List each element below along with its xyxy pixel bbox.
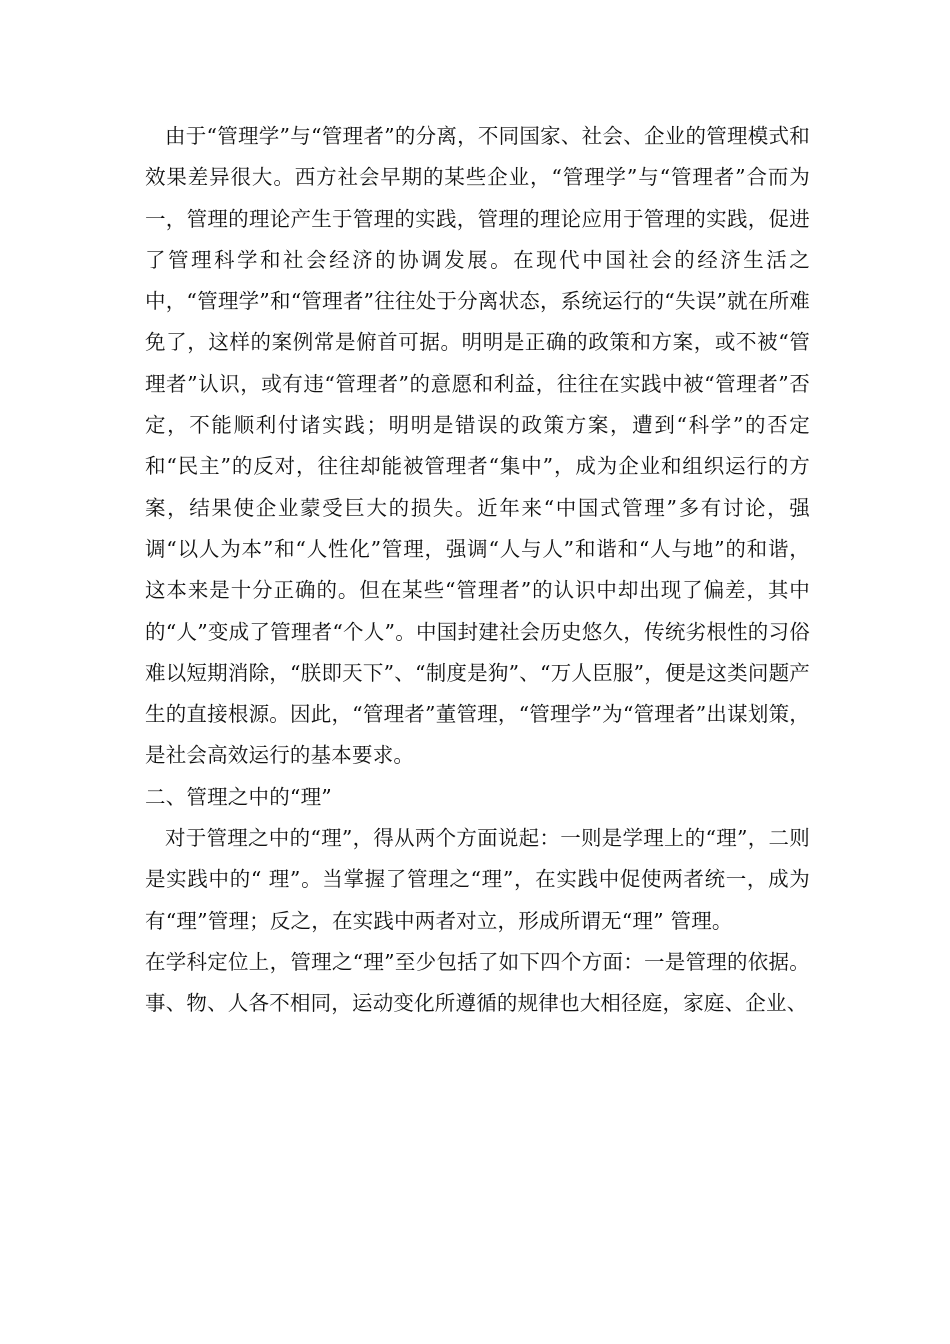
paragraph-two-aspects: 对于管理之中的“理”，得从两个方面说起：一则是学理上的“理”，二则是实践中的“ 理”。当掌握了管理之“理”，在实践中促使两者统一，成为有“理”管理；反之，在实践中两者对立，形成所谓无“理” 管理。 <box>145 826 810 933</box>
document-body <box>145 116 810 1025</box>
section-heading: 二、管理之中的“理” <box>145 784 332 809</box>
paragraph-discipline-positioning: 在学科定位上，管理之“理”至少包括了如下四个方面：一是管理的依据。事、物、人各不相同，运动变化所遵循的规律也大相径庭，家庭、企业、 <box>145 949 810 1016</box>
paragraph-management-separation: 由于“管理学”与“管理者”的分离，不同国家、社会、企业的管理模式和效果差异很大。西方社会早期的某些企业，“管理学”与“管理者”合而为一，管理的理论产生于管理的实践，管理的理论应用于管理的实践，促进了管理科学和社会经济的协调发展。在现代中国社会的经济生活之中，“管理学”和“管理者”往往处于分离状态，系统运行的“失误”就在所难免了，这样的案例常是俯首可据。明明是正确的政策和方案，或不被“管理者”认识，或有违“管理者”的意愿和利益，往往在实践中被“管理者”否定，不能顺利付诸实践；明明是错误的政策方案，遭到“科学”的否定和“民主”的反对，往往却能被管理者“集中”，成为企业和组织运行的方案，结果使企业蒙受巨大的损失。近年来“中国式管理”多有讨论，强调“以人为本”和“人性化”管理，强调“人与人”和谐和“人与地”的和谐，这本来是十分正确的。但在某些“管理者”的认识中却出现了偏差，其中的“人”变成了管理者“个人”。中国封建社会历史悠久，传统劣根性的习俗难以短期消除，“朕即天下”、“制度是狗”、“万人臣服”，便是这类问题产生的直接根源。因此，“管理者”董管理，“管理学”为“管理者”出谋划策，是社会高效运行的基本要求。 <box>145 124 810 768</box>
